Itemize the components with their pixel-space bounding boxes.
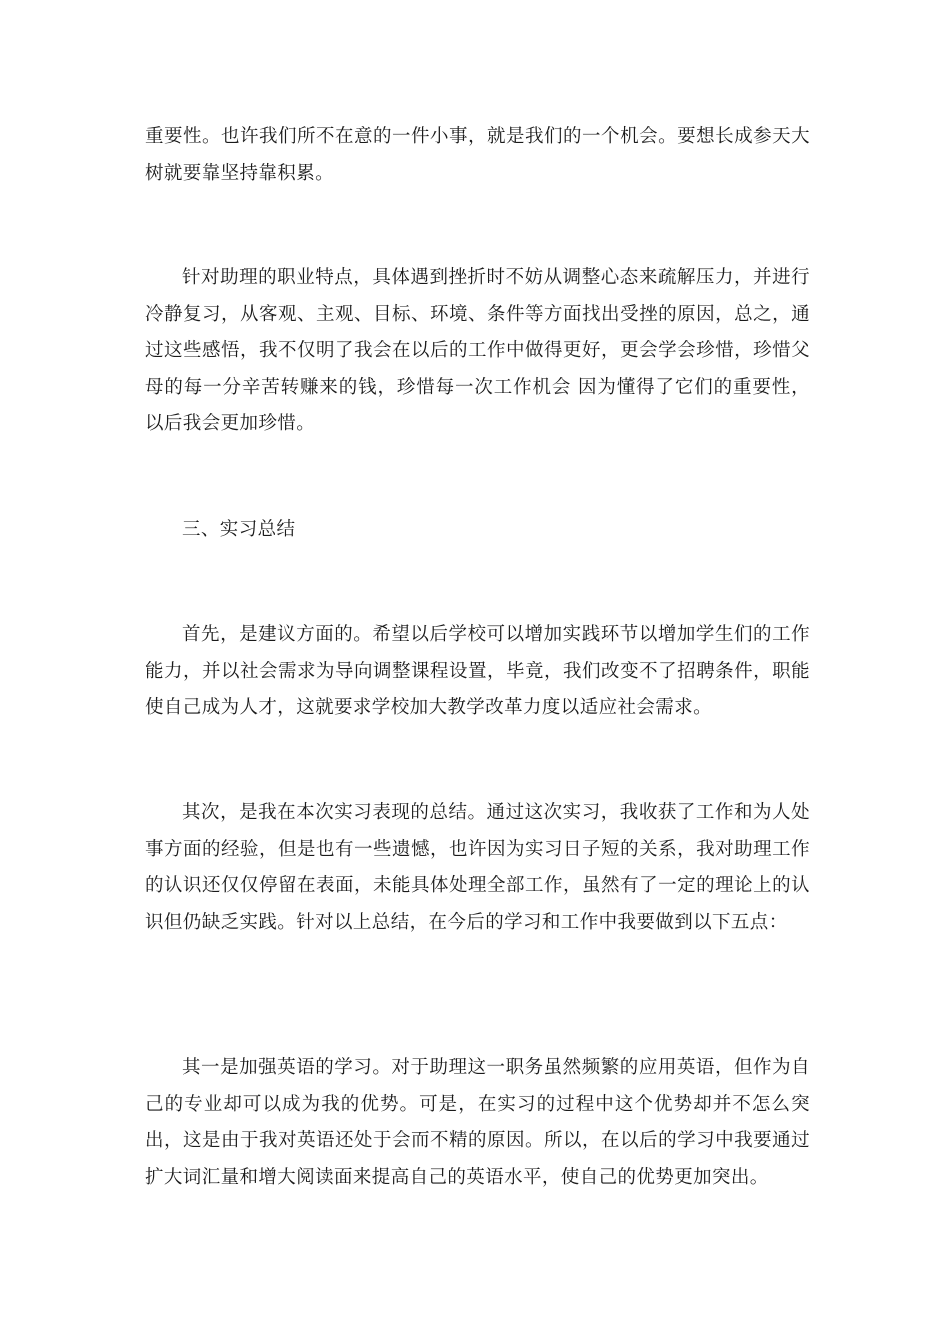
paragraph-career-traits: 针对助理的职业特点，具体遇到挫折时不妨从调整心态来疏解压力，并进行冷静复习，从客观、主观、目标、环境、条件等方面找出受挫的原因，总之，通过这些感悟，我不仅明了我会在以后的工作中做得更好，更会学会珍惜，珍惜父母的每一分辛苦转赚来的钱，珍惜每一次工作机会 因为懂得了它们的重要性，以后我会更加珍惜。: [145, 267, 810, 434]
paragraph-english-study: 其一是加强英语的学习。对于助理这一职务虽然频繁的应用英语，但作为自己的专业却可以成为我的优势。可是，在实习的过程中这个优势却并不怎么突出，这是由于我对英语还处于会而不精的原因。所以，在以后的学习中我要通过扩大词汇量和增大阅读面来提高自己的英语水平，使自己的优势更加突出。: [145, 1057, 810, 1188]
paragraph-performance-summary: 其次，是我在本次实习表现的总结。通过这次实习，我收获了工作和为人处事方面的经验，但是也有一些遗憾，也许因为实习日子短的关系，我对助理工作的认识还仅仅停留在表面，未能具体处理全部工作，虽然有了一定的理论上的认识但仍缺乏实践。针对以上总结，在今后的学习和工作中我要做到以下五点：: [145, 802, 810, 933]
paragraph-suggestions: 首先，是建议方面的。希望以后学校可以增加实践环节以增加学生们的工作能力，并以社会需求为导向调整课程设置，毕竟，我们改变不了招聘条件，职能使自己成为人才，这就要求学校加大教学改革力度以适应社会需求。: [145, 624, 810, 718]
section-heading-internship-summary: 三、实习总结: [182, 519, 296, 540]
paragraph-continuation: 重要性。也许我们所不在意的一件小事，就是我们的一个机会。要想长成参天大树就要靠坚持靠积累。: [145, 126, 810, 184]
